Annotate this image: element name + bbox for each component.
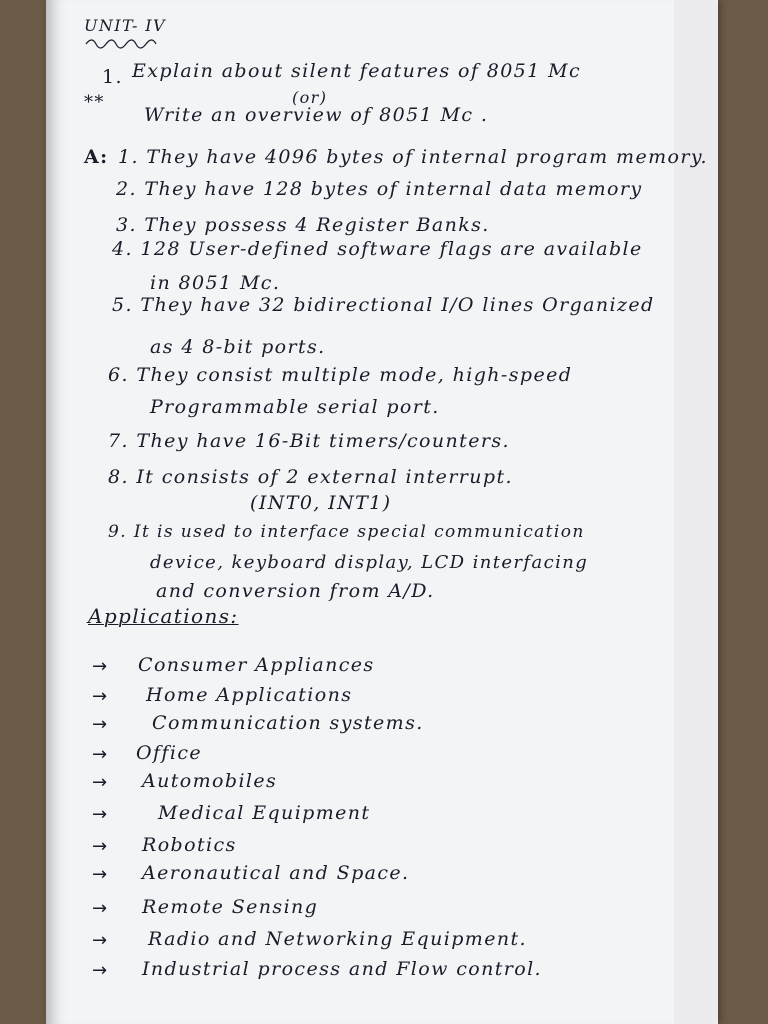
question-stars: ** [84, 92, 105, 113]
question-or: (or) [292, 88, 328, 107]
arrow-icon: → [92, 804, 108, 825]
arrow-icon: → [92, 960, 108, 981]
answer-point-3: 3. They possess 4 Register Banks. [116, 214, 490, 236]
answer-point-8: 8. It consists of 2 external interrupt. [108, 466, 513, 488]
application-item: Radio and Networking Equipment. [148, 928, 527, 950]
applications-heading: Applications: [88, 604, 239, 628]
application-item: Communication systems. [152, 712, 424, 734]
arrow-icon: → [92, 930, 108, 951]
arrow-icon: → [92, 836, 108, 857]
answer-point-1: 1. They have 4096 bytes of internal program memory. [118, 146, 708, 168]
unit-title-squiggle [84, 36, 158, 50]
arrow-icon: → [92, 898, 108, 919]
arrow-icon: → [92, 714, 108, 735]
application-item: Automobiles [142, 770, 278, 792]
question-line-1: Explain about silent features of 8051 Mc [132, 60, 581, 82]
application-item: Medical Equipment [158, 802, 371, 824]
arrow-icon: → [92, 686, 108, 707]
question-line-2: Write an overview of 8051 Mc . [144, 104, 489, 126]
answer-point-7: 7. They have 16-Bit timers/counters. [108, 430, 510, 452]
arrow-icon: → [92, 864, 108, 885]
application-item: Remote Sensing [142, 896, 319, 918]
answer-point-9: 9. It is used to interface special communication [108, 522, 585, 542]
answer-point-4-cont: in 8051 Mc. [150, 272, 281, 294]
application-item: Industrial process and Flow control. [142, 958, 542, 980]
application-item: Home Applications [146, 684, 353, 706]
answer-point-9-cont: device, keyboard display, LCD interfacing [150, 552, 589, 573]
application-item: Aeronautical and Space. [142, 862, 410, 884]
answer-point-5-cont: as 4 8-bit ports. [150, 336, 326, 358]
answer-point-4: 4. 128 User-defined software flags are available [112, 238, 643, 260]
application-item: Robotics [142, 834, 237, 856]
unit-title: UNIT- IV [84, 16, 166, 35]
arrow-icon: → [92, 744, 108, 765]
answer-point-9-cont2: and conversion from A/D. [156, 580, 435, 602]
arrow-icon: → [92, 772, 108, 793]
answer-point-6-cont: Programmable serial port. [150, 396, 440, 418]
answer-label: A: [84, 146, 109, 168]
arrow-icon: → [92, 656, 108, 677]
answer-point-6: 6. They consist multiple mode, high-speed [108, 364, 573, 386]
answer-point-2: 2. They have 128 bytes of internal data memory [116, 178, 643, 200]
answer-point-5: 5. They have 32 bidirectional I/O lines Organized [112, 294, 655, 316]
application-item: Consumer Appliances [138, 654, 375, 676]
question-number: 1. [102, 66, 123, 88]
application-item: Office [136, 742, 203, 764]
notebook-page [46, 0, 718, 1024]
answer-point-8-cont: (INT0, INT1) [250, 492, 392, 514]
